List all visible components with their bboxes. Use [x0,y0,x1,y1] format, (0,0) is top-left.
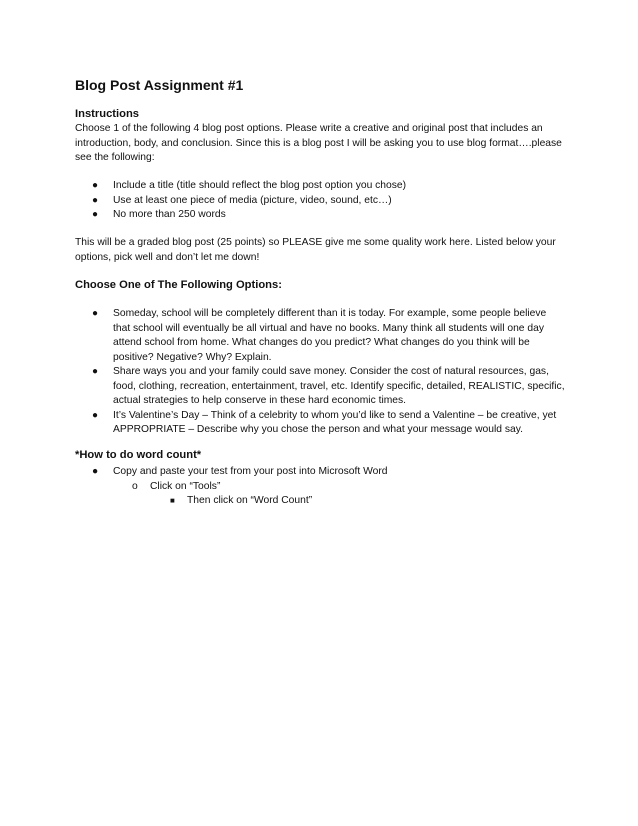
step-text: Click on “Tools” [150,480,221,492]
square-bullet-icon: ■ [170,496,175,505]
bullet-icon: ● [92,308,99,319]
list-item [75,179,565,194]
document-title: Blog Post Assignment #1 [75,77,244,93]
list-item [75,409,565,438]
step-text: Copy and paste your test from your post into Microsoft Word [113,466,388,477]
options-heading: Choose One of The Following Options: [75,279,282,291]
bullet-icon: ● [92,409,99,421]
circle-bullet-icon: o [132,480,138,492]
bullet-icon: ● [92,194,99,206]
list-item-text: Use at least one piece of media (picture, video, sound, etc…) [113,194,392,206]
list-item [75,208,565,223]
options-bullet-list [75,307,565,438]
list-item [75,365,565,409]
bullet-icon: ● [92,209,99,220]
list-item [75,307,565,365]
list-item-text: Share ways you and your family could save money. Consider the cost of natural resources, gas, food, clothing, recreation, entertainment, travel, etc. Identify specific, detailed, REALISTIC, specific, actual strategies to help conserve in these hard economic times. [113,366,565,406]
format-bullet-list [75,179,565,223]
list-item-text: No more than 250 words [113,209,226,220]
list-item [75,194,565,209]
word-count-heading: *How to do word count* [75,449,202,461]
word-count-step-1 [75,465,565,480]
word-count-step-2 [75,480,565,495]
bullet-icon: ● [92,366,99,377]
list-item-text: It’s Valentine’s Day – Think of a celebrity to whom you’d like to send a Valentine – be creative, yet APPROPRIATE – Describe why you chose the person and what your message would say. [113,409,557,435]
instructions-paragraph: Choose 1 of the following 4 blog post options. Please write a creative and original post that includes an introduction, body, and conclusion. Since this is a blog post I will be asking you to use blog format….please see the following: [75,123,562,163]
list-item-text: Someday, school will be completely different than it is today. For example, some people believe that school will eventually be all virtual and have no books. Many think all students will one day attend school from home. What changes do you predict? What changes do you think will be positive? Negative? Why? Explain. [113,308,547,363]
bullet-icon: ● [92,466,99,477]
step-text: Then click on “Word Count” [187,495,313,506]
bullet-icon: ● [92,180,99,191]
word-count-steps [75,465,565,509]
graded-paragraph: This will be a graded blog post (25 points) so PLEASE give me some quality work here. Listed below your options, pick well and don’t let me down! [75,237,556,263]
word-count-step-3 [75,494,565,509]
list-item-text: Include a title (title should reflect the blog post option you chose) [113,180,407,191]
instructions-heading: Instructions [75,108,140,120]
